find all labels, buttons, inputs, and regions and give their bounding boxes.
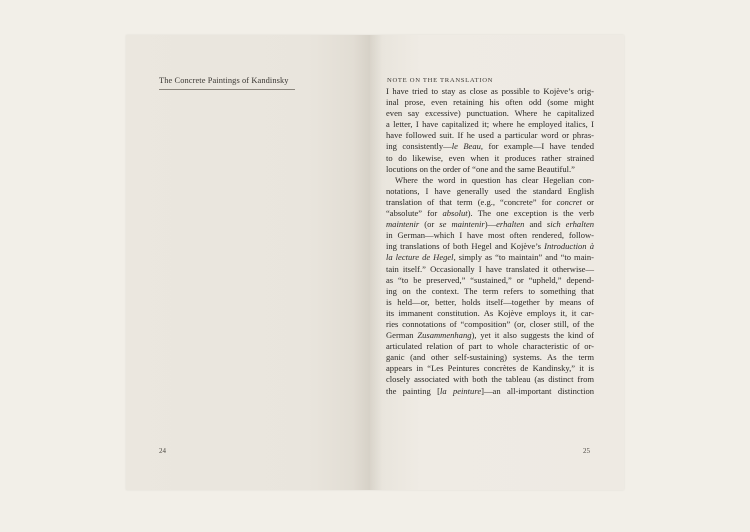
text-line [386,286,594,297]
text-line [386,341,594,352]
italic-text: erhalten [496,219,525,230]
italic-text: Introduction à [544,241,594,252]
text-run: translation of that term (e.g., “concrete” for [386,196,557,207]
text-line [386,219,594,230]
text-line [386,308,594,319]
text-run: , simply as “to maintain” and “to main- [453,252,594,263]
text-run: “absolute” for [386,208,443,219]
text-run: ]—an all-important distinction [481,385,594,396]
text-line [386,153,594,164]
text-run: ). The one exception is the verb [467,208,594,219]
text-run: Where the word in question has clear Hegelian con- [395,174,594,185]
text-line [386,141,594,152]
text-line [386,275,594,286]
text-run: ries connotations of “composition” (or, closer still, of the [386,318,594,329]
text-line [386,175,594,186]
text-line [386,363,594,374]
text-run: in German—which I have most often rendered, follow- [386,230,594,241]
text-run: tain itself.” Occasionally I have translated it otherwise— [386,263,594,274]
italic-text: absolut [442,208,468,219]
text-line [386,241,594,252]
text-line [386,230,594,241]
text-run: )— [484,219,497,230]
text-run: ganic (and other self-sustaining) systems. As the term [386,352,594,363]
text-run: ing on the context. The term refers to something that [386,285,594,296]
text-line [386,252,594,263]
text-line [386,319,594,330]
italic-text: le Beau [451,141,481,152]
italic-text: la lecture de Hegel [386,252,454,263]
page-number-right: 25 [583,447,590,455]
text-line [386,197,594,208]
italic-text: concret [556,196,582,207]
text-line [386,86,594,97]
italic-text: sich erhalten [546,219,595,230]
text-run: articulated relation of part to whole characteristic of or- [386,341,594,352]
text-line [386,297,594,308]
italic-text: maintenir [386,219,420,230]
section-heading: NOTE ON THE TRANSLATION [387,77,494,84]
text-run: as “to be preserved,” “sustained,” or “upheld,” depend- [386,274,594,285]
text-run: , for example—I have tended [480,141,594,152]
italic-text: Zusammenhang [417,330,472,341]
text-run: locutions on the order of “one and the same Beautiful.” [386,163,575,174]
body-text [386,86,594,397]
text-line [386,352,594,363]
text-run: and [524,219,547,230]
text-line [386,264,594,275]
text-run: (or [419,219,440,230]
text-run: even say excessive) punctuation. Where he capitalized [386,108,594,119]
text-run: I have tried to stay as close as possible to Kojève’s orig- [386,86,594,96]
text-run: the painting [ [386,385,440,396]
open-book [126,35,624,490]
text-run: or [581,196,595,207]
text-run: its immanent constitution. As Kojève employs it, it car- [386,307,594,318]
italic-text: la peinture [439,385,482,396]
text-run: German [386,330,418,341]
text-run: have followed suit. If he used a particular word or phras- [386,130,594,141]
text-run: to do likewise, even when it produces rather strained [386,152,594,163]
text-line [386,108,594,119]
text-run: ), yet it also suggests the kind of [471,330,594,341]
italic-text: se maintenir [439,219,485,230]
text-line [386,208,594,219]
right-page [370,35,624,490]
text-line [386,119,594,130]
text-run: inal prose, even retaining his often odd (some might [386,97,594,108]
text-line [386,374,594,385]
left-page [126,35,370,490]
text-line [386,186,594,197]
text-run: ing translations of both Hegel and Kojève’s [386,241,545,252]
text-run: a letter, I have capitalized it; where he employed italics, I [386,119,594,130]
text-line [386,97,594,108]
text-run: notations, I have generally used the standard English [386,185,594,196]
text-run: appears in “Les Peintures concrètes de Kandinsky,” it is [386,363,594,374]
running-head: The Concrete Paintings of Kandinsky [159,76,295,90]
text-run: is held—or, better, holds itself—together by means of [386,296,594,307]
text-line [386,164,594,175]
page-number-left: 24 [159,447,166,455]
text-run: closely associated with both the tableau (as distinct from [386,374,594,385]
text-line [386,130,594,141]
text-line [386,386,594,397]
text-line [386,330,594,341]
text-run: ing consistently— [386,141,452,152]
